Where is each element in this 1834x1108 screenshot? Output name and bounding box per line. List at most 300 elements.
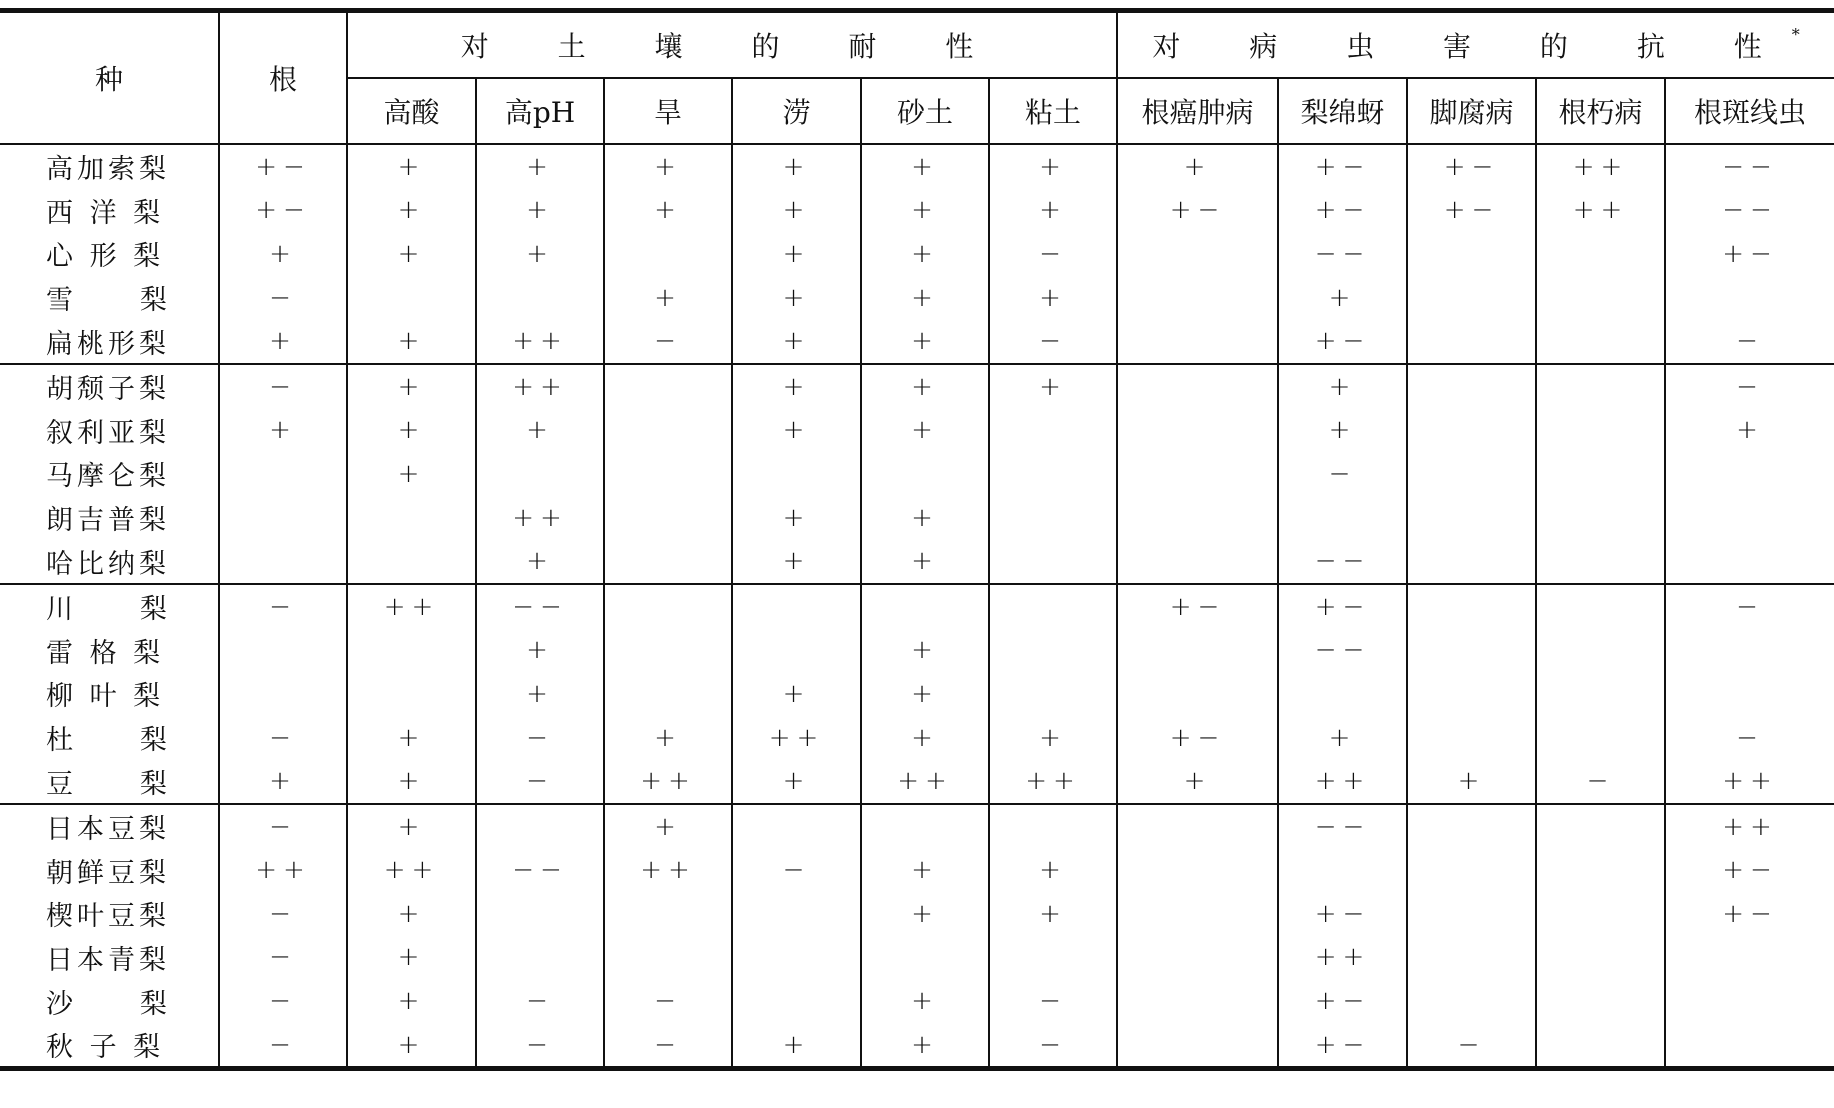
rating-cell (989, 936, 1117, 980)
col-header-root-nematode: 根斑线虫 (1665, 78, 1834, 144)
rating-cell: +− (1278, 144, 1407, 189)
rating-cell (219, 452, 347, 496)
resistance-table-container (0, 8, 1834, 1071)
rating-cell (1536, 892, 1665, 936)
table-row (0, 189, 1834, 233)
rating-cell: ++ (347, 584, 476, 629)
rating-cell: + (861, 1023, 989, 1069)
pest-resistance-footnote-mark: * (1791, 25, 1800, 44)
table-row (0, 539, 1834, 584)
rating-cell (1536, 849, 1665, 893)
rating-cell: +− (1278, 892, 1407, 936)
rating-cell (989, 409, 1117, 453)
rating-cell (1665, 539, 1834, 584)
rating-cell (989, 584, 1117, 629)
rating-cell (989, 629, 1117, 673)
rating-cell (476, 804, 604, 849)
rating-cell: +− (1407, 189, 1536, 233)
rating-cell: + (989, 892, 1117, 936)
rating-cell (1278, 672, 1407, 716)
rating-cell (1536, 716, 1665, 760)
rating-cell (604, 892, 732, 936)
rating-cell: + (989, 276, 1117, 320)
species-name: 胡颓子梨 (0, 364, 219, 409)
rating-cell: + (347, 979, 476, 1023)
rating-cell: +− (1117, 716, 1278, 760)
rating-cell (1407, 539, 1536, 584)
rating-cell: + (347, 189, 476, 233)
rating-cell: + (861, 979, 989, 1023)
rating-cell: + (347, 716, 476, 760)
rating-cell: + (476, 144, 604, 189)
rating-cell (1407, 629, 1536, 673)
rating-cell (219, 629, 347, 673)
rating-cell: + (347, 409, 476, 453)
rating-cell (1407, 452, 1536, 496)
rating-cell: − (219, 936, 347, 980)
rating-cell (1536, 936, 1665, 980)
rating-cell: + (732, 189, 861, 233)
table-row (0, 849, 1834, 893)
rating-cell: + (861, 629, 989, 673)
rating-cell: + (732, 1023, 861, 1069)
col-header-high-acid: 高酸 (347, 78, 476, 144)
rating-cell: + (861, 716, 989, 760)
rating-cell: +− (1278, 189, 1407, 233)
rating-cell: − (989, 232, 1117, 276)
rating-cell (1407, 584, 1536, 629)
rating-cell (1117, 409, 1278, 453)
rating-cell: − (1665, 584, 1834, 629)
rating-cell: + (476, 232, 604, 276)
col-header-drought: 旱 (604, 78, 732, 144)
rating-cell: + (476, 539, 604, 584)
rating-cell: + (861, 189, 989, 233)
rating-cell (1665, 979, 1834, 1023)
rating-cell (732, 584, 861, 629)
rating-cell (476, 936, 604, 980)
rating-cell: − (219, 716, 347, 760)
rating-cell: ++ (1665, 804, 1834, 849)
table-row (0, 629, 1834, 673)
rating-cell: − (989, 979, 1117, 1023)
rating-cell: + (861, 319, 989, 364)
rating-cell (1117, 804, 1278, 849)
rating-cell (1117, 364, 1278, 409)
rating-cell: ++ (219, 849, 347, 893)
species-name: 马摩仑梨 (46, 461, 170, 493)
rating-cell: + (861, 144, 989, 189)
rating-cell: + (989, 716, 1117, 760)
rating-cell: +− (1117, 189, 1278, 233)
table-row (0, 936, 1834, 980)
rating-cell: + (861, 539, 989, 584)
rating-cell: + (219, 319, 347, 364)
rating-cell: + (732, 539, 861, 584)
rating-cell (1407, 409, 1536, 453)
rating-cell: − (1665, 364, 1834, 409)
rating-cell (1407, 979, 1536, 1023)
rating-cell (604, 936, 732, 980)
species-name: 心 形 梨 (46, 241, 165, 273)
rating-cell: + (861, 892, 989, 936)
rating-cell (1117, 629, 1278, 673)
rating-cell (1407, 716, 1536, 760)
rating-cell: + (989, 189, 1117, 233)
species-name: 沙 梨 (46, 988, 171, 1020)
rating-cell (1117, 276, 1278, 320)
rating-cell (1536, 539, 1665, 584)
rating-cell: + (347, 364, 476, 409)
rating-cell: ++ (1278, 936, 1407, 980)
rating-cell: + (347, 892, 476, 936)
rating-cell: − (219, 892, 347, 936)
rating-cell: + (989, 144, 1117, 189)
rating-cell: ++ (604, 849, 732, 893)
rating-cell: + (1665, 409, 1834, 453)
col-header-clay-soil: 粘土 (989, 78, 1117, 144)
rating-cell (1407, 319, 1536, 364)
rating-cell: ++ (604, 759, 732, 804)
table-row (0, 979, 1834, 1023)
rating-cell: ++ (1665, 759, 1834, 804)
species-name: 朝鲜豆梨 (46, 857, 170, 889)
rating-cell (1117, 936, 1278, 980)
rating-cell (732, 936, 861, 980)
species-name: 扁桃形梨 (46, 328, 170, 360)
root-header: 根 (219, 11, 347, 145)
rating-cell (861, 584, 989, 629)
rating-cell (1407, 276, 1536, 320)
rating-cell (1117, 979, 1278, 1023)
rating-cell (1536, 276, 1665, 320)
rating-cell: + (1278, 276, 1407, 320)
rating-cell (604, 539, 732, 584)
table-row (0, 1023, 1834, 1069)
table-row (0, 496, 1834, 540)
rating-cell: +− (1278, 979, 1407, 1023)
rating-cell (604, 496, 732, 540)
rating-cell: −− (1278, 629, 1407, 673)
rating-cell (1278, 496, 1407, 540)
rating-cell: ++ (861, 759, 989, 804)
rating-cell: + (861, 849, 989, 893)
rating-cell (604, 364, 732, 409)
species-name: 川 梨 (0, 584, 219, 629)
rating-cell: + (604, 716, 732, 760)
col-header-foot-rot: 脚腐病 (1407, 78, 1536, 144)
rating-cell (1117, 319, 1278, 364)
rating-cell: − (989, 1023, 1117, 1069)
rating-cell: −− (476, 584, 604, 629)
rating-cell (1407, 804, 1536, 849)
rating-cell: + (1117, 759, 1278, 804)
rating-cell: + (219, 409, 347, 453)
rating-cell: + (476, 672, 604, 716)
rating-cell: −− (1278, 539, 1407, 584)
rating-cell (1665, 496, 1834, 540)
rating-cell: − (219, 804, 347, 849)
rating-cell: − (1665, 319, 1834, 364)
rating-cell: −− (476, 849, 604, 893)
rating-cell: +− (1665, 849, 1834, 893)
table-row (0, 319, 1834, 364)
rating-cell: + (732, 232, 861, 276)
rating-cell (1117, 539, 1278, 584)
rating-cell: ++ (476, 364, 604, 409)
rating-cell (476, 452, 604, 496)
rating-cell (347, 672, 476, 716)
rating-cell (1117, 849, 1278, 893)
rating-cell (1536, 979, 1665, 1023)
rating-cell (1665, 1023, 1834, 1069)
rating-cell: + (347, 936, 476, 980)
species-name: 西 洋 梨 (46, 197, 165, 229)
rating-cell: +− (1407, 144, 1536, 189)
rating-cell (1117, 672, 1278, 716)
rating-cell (989, 804, 1117, 849)
rating-cell: ++ (476, 319, 604, 364)
rating-cell: + (861, 232, 989, 276)
rating-cell: + (861, 409, 989, 453)
rating-cell (1407, 892, 1536, 936)
rating-cell (1278, 849, 1407, 893)
rating-cell: + (1117, 144, 1278, 189)
species-name: 朗吉普梨 (46, 505, 170, 537)
species-name: 日本青梨 (46, 944, 170, 976)
rating-cell (1536, 232, 1665, 276)
rating-cell (604, 409, 732, 453)
rating-cell: + (604, 804, 732, 849)
rating-cell: + (347, 759, 476, 804)
rating-cell: +− (219, 189, 347, 233)
rating-cell (1117, 452, 1278, 496)
rating-cell (989, 452, 1117, 496)
rating-cell: ++ (1536, 189, 1665, 233)
rating-cell (1536, 1023, 1665, 1069)
rating-cell (732, 804, 861, 849)
rating-cell: ++ (1536, 144, 1665, 189)
rating-cell (732, 892, 861, 936)
rating-cell: − (604, 1023, 732, 1069)
rating-cell (861, 452, 989, 496)
rating-cell: + (347, 452, 476, 496)
rating-cell (989, 496, 1117, 540)
rating-cell: + (861, 496, 989, 540)
rating-cell (219, 672, 347, 716)
col-header-woolly-aphid: 梨绵蚜 (1278, 78, 1407, 144)
rating-cell: + (1407, 759, 1536, 804)
rating-cell: − (1536, 759, 1665, 804)
species-name: 杜 梨 (46, 725, 171, 757)
table-row (0, 759, 1834, 804)
rating-cell: −− (1665, 144, 1834, 189)
rating-cell: + (1278, 409, 1407, 453)
rating-cell (604, 629, 732, 673)
rating-cell: + (1278, 716, 1407, 760)
rating-cell: ++ (732, 716, 861, 760)
rating-cell: + (604, 276, 732, 320)
rating-cell (1665, 452, 1834, 496)
rating-cell (1536, 452, 1665, 496)
rating-cell: −− (1278, 804, 1407, 849)
rating-cell (1665, 629, 1834, 673)
rating-cell: +− (1278, 584, 1407, 629)
species-name: 日本豆梨 (0, 804, 219, 849)
rating-cell: +− (1665, 892, 1834, 936)
rating-cell: + (476, 189, 604, 233)
rating-cell: − (476, 979, 604, 1023)
rating-cell: + (732, 496, 861, 540)
table-row (0, 452, 1834, 496)
rating-cell (1665, 936, 1834, 980)
pest-resistance-group-header (1117, 11, 1834, 79)
rating-cell (347, 276, 476, 320)
rating-cell: ++ (1278, 759, 1407, 804)
rating-cell: + (732, 759, 861, 804)
rating-cell (1536, 584, 1665, 629)
rating-cell (989, 672, 1117, 716)
species-name: 哈比纳梨 (46, 548, 170, 580)
rating-cell: − (219, 584, 347, 629)
rating-cell: − (1665, 716, 1834, 760)
rating-cell: + (347, 144, 476, 189)
rating-cell (732, 629, 861, 673)
rating-cell (1665, 672, 1834, 716)
species-name: 雷 格 梨 (46, 637, 165, 669)
rating-cell: − (1407, 1023, 1536, 1069)
rating-cell (476, 276, 604, 320)
rating-cell: − (476, 716, 604, 760)
rating-cell (347, 629, 476, 673)
rating-cell: + (732, 409, 861, 453)
rating-cell (1536, 364, 1665, 409)
rating-cell (861, 804, 989, 849)
pear-species-resistance-table (0, 8, 1834, 1071)
rating-cell: + (732, 319, 861, 364)
species-name: 豆 梨 (46, 768, 171, 800)
rating-cell (1407, 936, 1536, 980)
table-header (0, 11, 1834, 145)
species-name: 雪 梨 (46, 285, 171, 317)
rating-cell: − (989, 319, 1117, 364)
table-row (0, 144, 1834, 189)
rating-cell: − (219, 364, 347, 409)
col-header-root-rot: 根朽病 (1536, 78, 1665, 144)
rating-cell: + (347, 1023, 476, 1069)
table-row (0, 276, 1834, 320)
rating-cell: + (347, 232, 476, 276)
rating-cell: + (219, 232, 347, 276)
rating-cell: + (1278, 364, 1407, 409)
rating-cell: − (732, 849, 861, 893)
col-header-waterlogging: 涝 (732, 78, 861, 144)
rating-cell (347, 539, 476, 584)
species-header: 种 (0, 11, 219, 145)
rating-cell: ++ (989, 759, 1117, 804)
rating-cell (1407, 496, 1536, 540)
header-row-1 (0, 11, 1834, 79)
rating-cell (1117, 892, 1278, 936)
rating-cell (476, 892, 604, 936)
rating-cell: + (989, 364, 1117, 409)
rating-cell (1407, 364, 1536, 409)
rating-cell (604, 452, 732, 496)
rating-cell (1536, 804, 1665, 849)
rating-cell (1665, 276, 1834, 320)
rating-cell (1407, 849, 1536, 893)
table-body (0, 144, 1834, 1069)
rating-cell: + (604, 144, 732, 189)
table-row (0, 232, 1834, 276)
rating-cell: − (604, 979, 732, 1023)
rating-cell: − (476, 1023, 604, 1069)
rating-cell: + (604, 189, 732, 233)
rating-cell (1117, 232, 1278, 276)
rating-cell: − (604, 319, 732, 364)
rating-cell: − (1278, 452, 1407, 496)
rating-cell: ++ (476, 496, 604, 540)
species-name: 叙利亚梨 (46, 417, 170, 449)
rating-cell: + (347, 319, 476, 364)
table-row (0, 892, 1834, 936)
rating-cell: + (732, 672, 861, 716)
rating-cell: + (989, 849, 1117, 893)
table-row (0, 364, 1834, 409)
rating-cell: + (732, 144, 861, 189)
table-row (0, 672, 1834, 716)
rating-cell: +− (1278, 1023, 1407, 1069)
rating-cell: + (347, 804, 476, 849)
rating-cell: − (219, 979, 347, 1023)
col-header-crown-gall: 根癌肿病 (1117, 78, 1278, 144)
species-name: 秋 子 梨 (0, 1023, 219, 1069)
rating-cell (347, 496, 476, 540)
rating-cell (1536, 629, 1665, 673)
table-row (0, 409, 1834, 453)
rating-cell: + (861, 672, 989, 716)
table-row (0, 716, 1834, 760)
rating-cell (989, 539, 1117, 584)
rating-cell (1407, 232, 1536, 276)
rating-cell: + (732, 364, 861, 409)
soil-tolerance-group-header: 对 土 壤 的 耐 性 (347, 11, 1117, 79)
rating-cell (604, 672, 732, 716)
table-row (0, 804, 1834, 849)
rating-cell: + (861, 276, 989, 320)
rating-cell: −− (1278, 232, 1407, 276)
rating-cell (1536, 319, 1665, 364)
rating-cell (1536, 409, 1665, 453)
rating-cell: +− (1665, 232, 1834, 276)
rating-cell: + (476, 629, 604, 673)
rating-cell (1536, 672, 1665, 716)
table-row (0, 584, 1834, 629)
species-name: 楔叶豆梨 (46, 901, 170, 933)
pest-resistance-title: 对 病 虫 害 的 抗 性 (1152, 30, 1792, 63)
species-name: 高加索梨 (0, 144, 219, 189)
species-name: 柳 叶 梨 (46, 681, 165, 713)
rating-cell: +− (219, 144, 347, 189)
rating-cell: − (219, 1023, 347, 1069)
col-header-sandy-soil: 砂土 (861, 78, 989, 144)
rating-cell (732, 452, 861, 496)
rating-cell: +− (1278, 319, 1407, 364)
rating-cell (732, 979, 861, 1023)
rating-cell: + (219, 759, 347, 804)
rating-cell (219, 539, 347, 584)
rating-cell: + (861, 364, 989, 409)
